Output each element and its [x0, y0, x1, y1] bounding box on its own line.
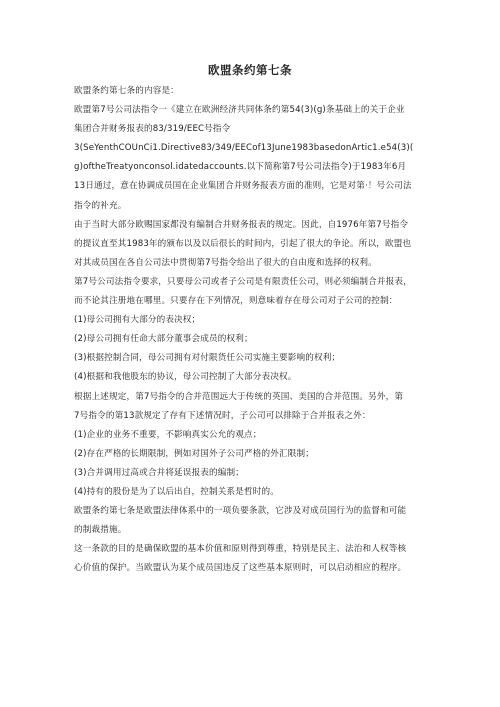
text-line: g)oftheTreatyonconsol.idatedaccounts.以下简称第7号公司法指令)于1983年6月 — [74, 162, 407, 173]
text-line: 7号指令的第13款规定了存有下述情况时，子公司可以排除于合并报表之外： — [74, 410, 371, 421]
document-title: 欧盟条约第七条 — [208, 63, 292, 77]
text-line: (2)存在严格的长期限制，例如对国外子公司严格的外汇限制； — [74, 448, 314, 459]
text-line: 3(SeYenthCOUnCi1.Directive83/349/EECof13June1983basedonArtic1.e54(3)( — [74, 143, 414, 154]
text-line: (2)母公司拥有任命大部分董事会成员的权利； — [74, 334, 253, 345]
text-line: 欧盟第7号公司法指令一《建立在欧洲经济共同体条约第54(3)(g)条基础上的关于企业 — [74, 105, 405, 116]
text-line: (4)根据和我他股东的协议，母公司控制了大部分表决权。 — [74, 372, 297, 383]
text-line: (4)持有的股份是为了以后出自，控制关系是哲时的。 — [74, 486, 279, 497]
text-line: (1)母公司拥有大部分的表决权； — [74, 315, 201, 326]
text-line: 指令的补充。 — [74, 200, 127, 211]
text-line: 的制裁措施。 — [74, 525, 127, 536]
text-line: 根据上述规定，第7号指令的合并范围远大于传统的英国、美国的合并范围。另外，第 — [74, 391, 404, 402]
text-line: 这一条款的目的是确保欧盟的基本价值和原则得到尊重，特别是民主、法治和人权等核 — [74, 544, 407, 555]
text-line: 集团合并财务报表的83/319/EEC号指令 — [74, 124, 231, 135]
text-line: 的提议直至其1983年的颁布以及以后很长的时间内，引起了很大的争论。所以，欧盟也 — [74, 238, 412, 249]
text-line: (3)根据控制合同，母公司拥有对付限货任公司实施主要影响的权利； — [74, 353, 341, 364]
text-line: 第7号公司法指令要求，只要母公司或者子公司是有限责任公司，则必须编制合并报表， — [74, 276, 412, 287]
text-line: 由于当时大部分欧赐国家都没有编制合并财务报表的规定。因此，自1976年第7号指令 — [74, 219, 409, 230]
text-line: (3)合并调用过高或合并将延误报表的编制； — [74, 467, 245, 478]
document-body — [74, 82, 426, 578]
text-line: 13日通过，意在协调成员国在企业集团合并财务报表方面的准则，它是对第·！号公司法 — [74, 181, 412, 192]
text-line: 而不论其注册地在哪里。只要存在下列情况，则意味着存在母公司对子公司的控制： — [74, 296, 398, 307]
text-line: 欧盟条约第七条是欧盟法律体系中的一项负要条款，它涉及对成员国行为的监督和可能 — [74, 506, 407, 517]
text-line: (1)企业的业务不重要，不影响真实公允的观点； — [74, 429, 262, 440]
text-line: 心价值的保护。当欧盟认为某个成员国违反了这些基本原则时，可以启动相应的程序。 — [74, 563, 407, 574]
text-line: 对其成员国在各自公司法中贯彻第7号指令给出了很大的自由度和选择的权利。 — [74, 257, 377, 268]
text-line: 欧盟条约第七条的内容是： — [74, 86, 179, 96]
